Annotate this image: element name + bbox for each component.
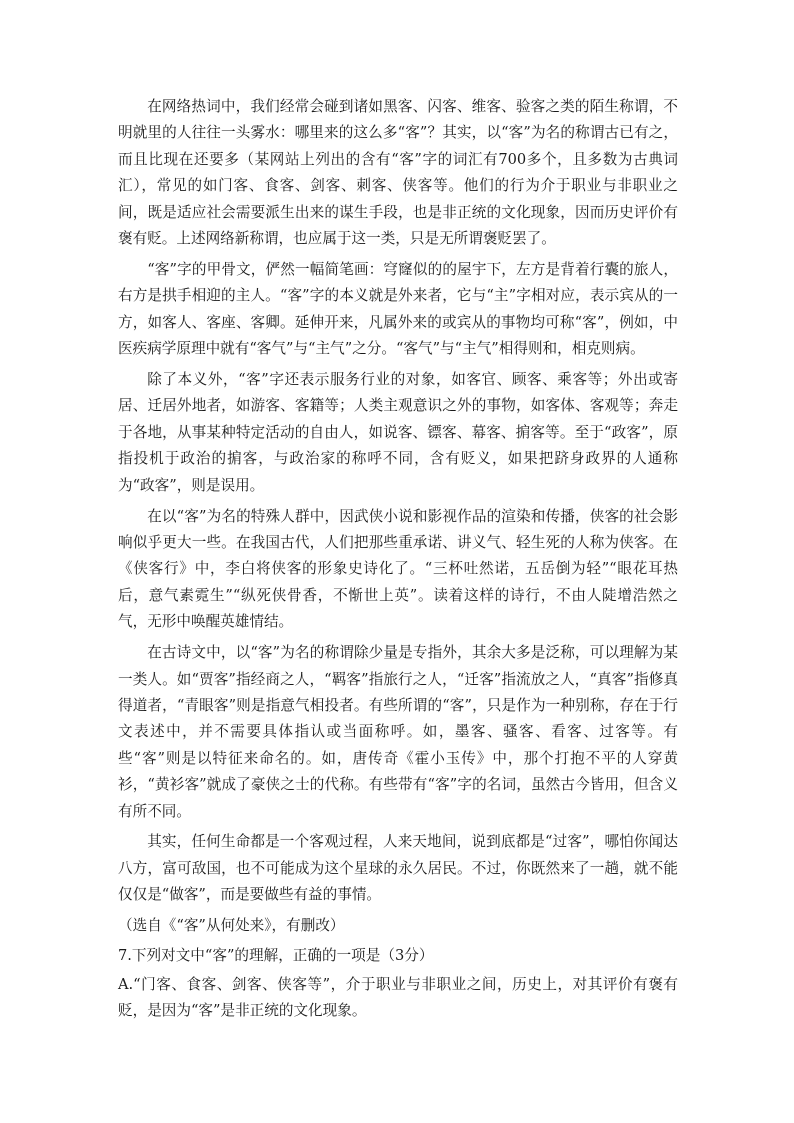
question-stem: 7.下列对文中“客”的理解，正确的一项是（3分） xyxy=(118,946,434,964)
paragraph-2: “客”字的甲骨文，俨然一幅简笔画：穹窿似的的屋宇下，左方是背着行囊的旅人，右方是拱手相迎的主人。“客”字的本义就是外来者，它与“主”字相对应，表示宾从的一方，如客人、客座、客卿。延伸开来，凡属外来的或宾从的事物均可称“客”，例如，中医疾病学原理中就有“客气”与“主气”之分。“客气”与“主气”相得则和，相克则病。 xyxy=(118,260,678,358)
document-page xyxy=(118,94,678,1025)
option-a: A.“门客、食客、剑客、侠客等”，介于职业与非职业之间，历史上，对其评价有褒有贬，是因为“客”是非正统的文化现象。 xyxy=(118,975,678,1020)
paragraph-1: 在网络热词中，我们经常会碰到诸如黑客、闪客、维客、验客之类的陌生称谓，不明就里的人往往一头雾水：哪里来的这么多“客”？其实，以“客”为名的称谓古已有之，而且比现在还要多（某网站上列出的含有“客”字的词汇有700多个，且多数为古典词汇），常见的如门客、食客、剑客、刺客、侠客等。他们的行为介于职业与非职业之间，既是适应社会需要派生出来的谋生手段，也是非正统的文化现象，因而历史评价有褒有贬。上述网络新称谓，也应属于这一类，只是无所谓褒贬罢了。 xyxy=(118,98,678,248)
source-note: （选自《“客”从何处来》，有删改） xyxy=(118,916,345,934)
paragraph-4: 在以“客”为名的特殊人群中，因武侠小说和影视作品的渲染和传播，侠客的社会影响似乎更大一些。在我国古代，人们把那些重承诺、讲义气、轻生死的人称为侠客。在《侠客行》中，李白将侠客的形象史诗化了。“三杯吐然诺，五岳倒为轻”“眼花耳热后，意气素霓生”“纵死侠骨香，不惭世上英”。读着这样的诗行，不由人陡增浩然之气，无形中唤醒英雄情结。 xyxy=(118,507,678,631)
paragraph-5: 在古诗文中，以“客”为名的称谓除少量是专指外，其余大多是泛称，可以理解为某一类人。如“贾客”指经商之人，“羁客”指旅行之人，“迁客”指流放之人，“真客”指修真得道者，“青眼客”则是指意气相投者。有些所谓的“客”，只是作为一种别称，存在于行文表述中，并不需要具体指认或当面称呼。如，墨客、骚客、看客、过客等。有些“客”则是以特征来命名的。如，唐传奇《霍小玉传》中，那个打抱不平的人穿黄衫，“黄衫客”就成了豪侠之士的代称。有些带有“客”字的名词，虽然古今皆用，但含义有所不同。 xyxy=(118,644,678,820)
paragraph-3: 除了本义外，“客”字还表示服务行业的对象，如客官、顾客、乘客等；外出或寄居、迁居外地者，如游客、客籍等；人类主观意识之外的事物，如客体、客观等；奔走于各地，从事某种特定活动的自由人，如说客、镖客、幕客、掮客等。至于“政客”，原指投机于政治的掮客，与政治家的称呼不同，含有贬义，如果把跻身政界的人通称为“政客”，则是误用。 xyxy=(118,371,678,494)
paragraph-6: 其实，任何生命都是一个客观过程，人来天地间，说到底都是“过客”，哪怕你闻达八方，富可敌国，也不可能成为这个星球的永久居民。不过，你既然来了一趟，就不能仅仅是“做客”，而是要做些有益的事情。 xyxy=(118,833,678,904)
